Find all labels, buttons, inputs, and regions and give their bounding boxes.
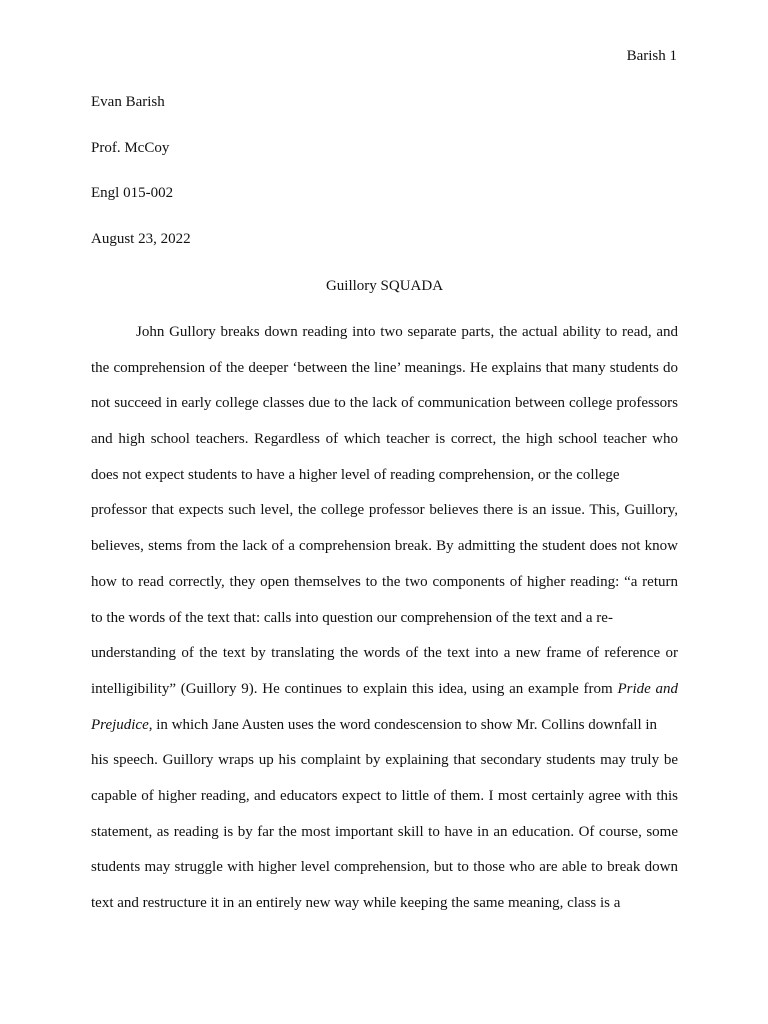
book-title: Prejudice (91, 716, 149, 733)
author-name: Evan Barish (91, 94, 165, 110)
paragraph-line: to the words of the text that: calls into question our comprehension of the text and a re- (91, 609, 613, 626)
paragraph-line (91, 715, 678, 751)
paragraph-line: does not expect students to have a higher level of reading comprehension, or the college (91, 466, 620, 483)
paragraph-line: John Gullory breaks down reading into two separate parts, the actual ability to read, and (136, 324, 678, 340)
paragraph-line: how to read correctly, they open themselves to the two components of higher reading: “a return (91, 573, 678, 590)
document-title: Guillory SQUADA (325, 278, 444, 294)
running-header: Barish 1 (626, 48, 677, 64)
instructor-name: Prof. McCoy (91, 139, 170, 156)
paragraph-line: statement, as reading is by far the most important skill to have in an education. Of course, some (91, 823, 678, 840)
document-date: August 23, 2022 (91, 231, 191, 248)
paragraph-line: the comprehension of the deeper ‘between the line’ meanings. He explains that many students do (91, 359, 678, 376)
body-paragraph (91, 322, 678, 929)
paragraph-line (91, 679, 678, 715)
paragraph-line: capable of higher reading, and educators expect to little of them. I most certainly agree with this (91, 787, 678, 804)
line-text: , in which Jane Austen uses the word condescension to show Mr. Collins downfall in (148, 716, 658, 733)
course-name: Engl 015-002 (91, 185, 174, 202)
line-text: intelligibility” (Guillory 9). He continues to explain this idea, using an example from (91, 680, 618, 697)
paragraph-line: understanding of the text by translating the words of the text into a new frame of reference or (91, 645, 678, 662)
paragraph-line: his speech. Guillory wraps up his complaint by explaining that secondary students may truly be (91, 752, 678, 769)
mla-heading (91, 92, 678, 275)
paragraph-line: text and restructure it in an entirely new way while keeping the same meaning, class is a (91, 895, 621, 911)
paragraph-line: professor that expects such level, the college professor believes there is an issue. This, Guillory, (91, 502, 678, 519)
paragraph-line: students may struggle with higher level comprehension, but to those who are able to break down (91, 859, 678, 876)
book-title: Pride and (617, 680, 678, 697)
paragraph-line: and high school teachers. Regardless of which teacher is correct, the high school teacher who (91, 431, 678, 448)
paragraph-line: believes, stems from the lack of a comprehension break. By admitting the student does not know (91, 538, 678, 555)
paragraph-line: not succeed in early college classes due to the lack of communication between college professors (91, 395, 678, 412)
